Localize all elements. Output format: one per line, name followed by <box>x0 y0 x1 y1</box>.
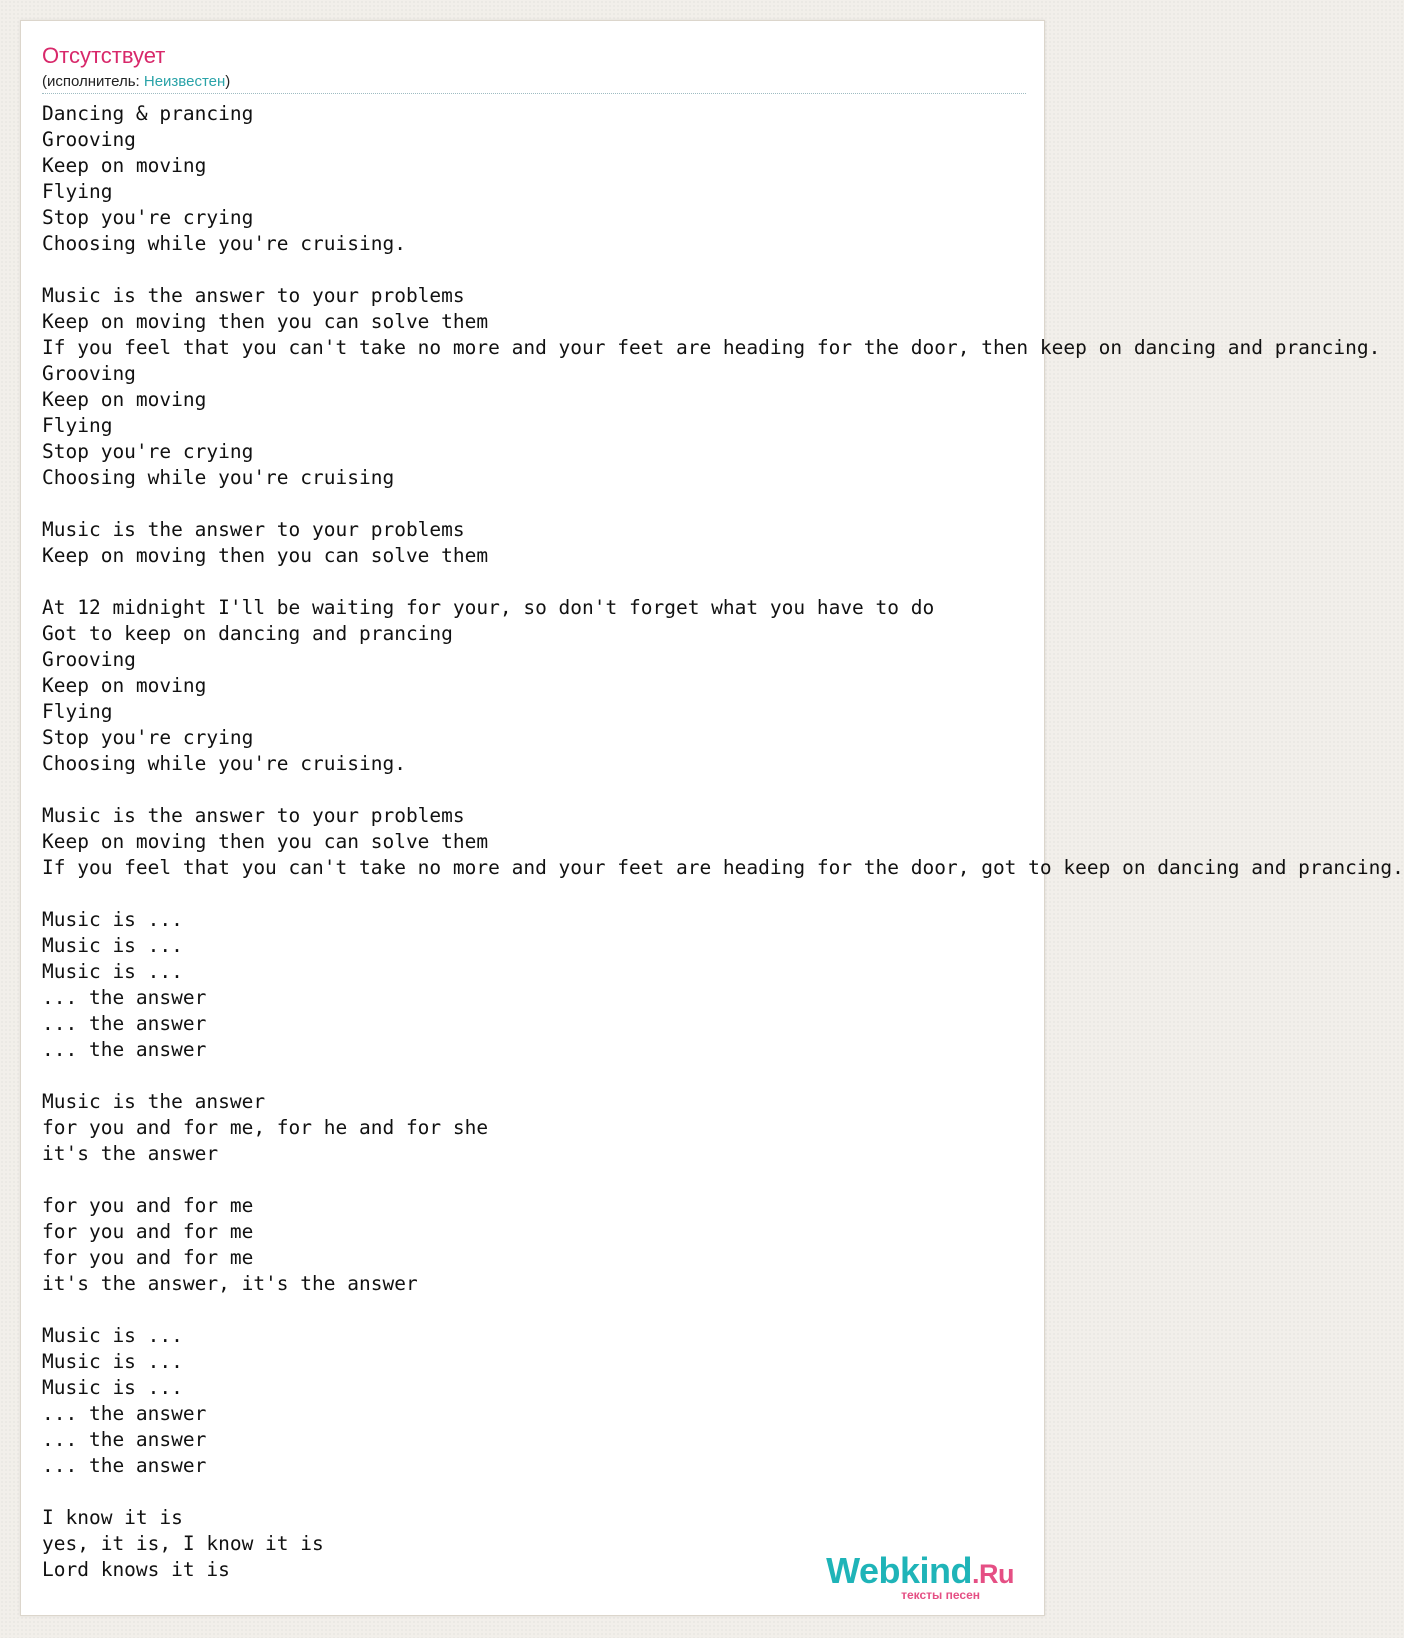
logo-name: Webkind <box>826 1550 972 1591</box>
lyrics-text: Dancing & prancing Grooving Keep on moving Flying Stop you're crying Choosing while you're cruising. Music is the answer to your problems Keep on moving then you can solve them If you feel that you can't take no more and your feet are heading for the door, then keep on dancing and prancing. Grooving Keep on moving Flying Stop you're crying Choosing while you're cruising Music is the answer to your problems Keep on moving then you can solve them At 12 midnight I'll be waiting for your, so don't forget what you have to do Got to keep on dancing and prancing Grooving Keep on moving Flying Stop you're crying Choosing while you're cruising. Music is the answer to your problems Keep on moving then you can solve them If you feel that you can't take no more and your feet are heading for the door, got to keep on dancing and prancing. Music is ... Music is ... Music is ... ... the answer ... the answer ... the answer Music is the answer for you and for me, for he and for she it's the answer for you and for me for you and for me for you and for me it's the answer, it's the answer Music is ... Music is ... Music is ... ... the answer ... the answer ... the answer I know it is yes, it is, I know it is Lord knows it is <box>42 102 1404 1581</box>
artist-prefix: (исполнитель: <box>42 73 144 90</box>
song-title: Отсутствует <box>42 43 166 68</box>
title-divider <box>42 93 1026 94</box>
logo-tagline: тексты песен <box>901 1588 980 1602</box>
logo-wordmark <box>826 1550 1014 1592</box>
logo-tld: .Ru <box>972 1559 1014 1589</box>
lyrics-card <box>20 20 1404 1616</box>
site-logo[interactable] <box>826 1550 1014 1602</box>
artist-link[interactable]: Неизвестен <box>143 73 226 90</box>
artist-suffix: ) <box>225 73 231 90</box>
artist-line <box>42 72 230 92</box>
